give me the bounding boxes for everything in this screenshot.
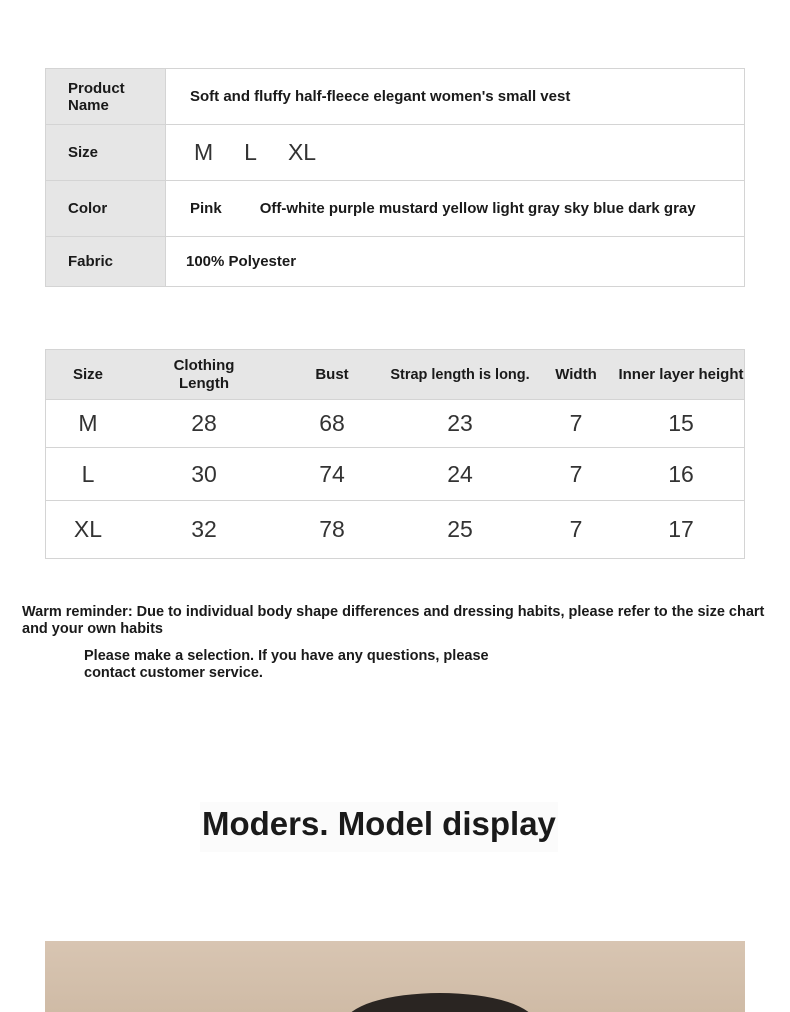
- model-hair-shape: [345, 993, 535, 1012]
- table-row: [46, 448, 745, 501]
- cell-strap-length: 23: [386, 400, 534, 448]
- color-option-pink: Pink: [190, 200, 222, 217]
- cell-clothing-length: 28: [130, 400, 278, 448]
- cell-inner-layer-height: 16: [618, 448, 745, 501]
- selection-note-text: Please make a selection. If you have any questions, please contact customer service.: [84, 648, 489, 681]
- product-info-table: [45, 68, 745, 287]
- cell-bust: 74: [278, 448, 386, 501]
- cell-width: 7: [534, 448, 618, 501]
- fabric-label: Fabric: [46, 237, 166, 287]
- cell-bust: 68: [278, 400, 386, 448]
- cell-strap-length: 25: [386, 501, 534, 559]
- header-strap-length: Strap length is long.: [386, 350, 534, 400]
- cell-width: 7: [534, 400, 618, 448]
- header-bust: Bust: [278, 350, 386, 400]
- header-inner-layer-height: Inner layer height: [618, 350, 745, 400]
- color-option-others: Off-white purple mustard yellow light gray sky blue dark gray: [259, 200, 696, 217]
- size-label: Size: [46, 125, 166, 181]
- cell-clothing-length: 32: [130, 501, 278, 559]
- size-chart-table: [45, 349, 745, 559]
- cell-inner-layer-height: 17: [618, 501, 745, 559]
- size-chart-header: [46, 350, 745, 400]
- size-row: [46, 125, 745, 181]
- table-row: [46, 400, 745, 448]
- product-name-row: [46, 69, 745, 125]
- cell-size: M: [46, 400, 131, 448]
- warm-reminder-text: Warm reminder: Due to individual body shape differences and dressing habits, please refer to the size chart and your own habits: [22, 604, 765, 637]
- size-option-m: M: [194, 139, 214, 165]
- cell-bust: 78: [278, 501, 386, 559]
- size-option-xl: XL: [287, 139, 317, 165]
- color-row: [46, 181, 745, 237]
- size-options: [166, 125, 745, 181]
- model-photo: [45, 941, 745, 1012]
- header-size: Size: [46, 350, 131, 400]
- cell-clothing-length: 30: [130, 448, 278, 501]
- color-options: [166, 181, 745, 237]
- cell-width: 7: [534, 501, 618, 559]
- cell-size: XL: [46, 501, 131, 559]
- table-row: [46, 501, 745, 559]
- section-title: Moders. Model display: [200, 802, 558, 852]
- fabric-value: 100% Polyester: [166, 237, 745, 287]
- size-option-l: L: [244, 139, 257, 165]
- product-name-value: Soft and fluffy half-fleece elegant women's small vest: [166, 69, 745, 125]
- fabric-row: [46, 237, 745, 287]
- color-label: Color: [46, 181, 166, 237]
- header-width: Width: [534, 350, 618, 400]
- cell-inner-layer-height: 15: [618, 400, 745, 448]
- cell-size: L: [46, 448, 131, 501]
- cell-strap-length: 24: [386, 448, 534, 501]
- product-name-label: Product Name: [46, 69, 166, 125]
- header-clothing-length: Clothing Length: [130, 350, 278, 400]
